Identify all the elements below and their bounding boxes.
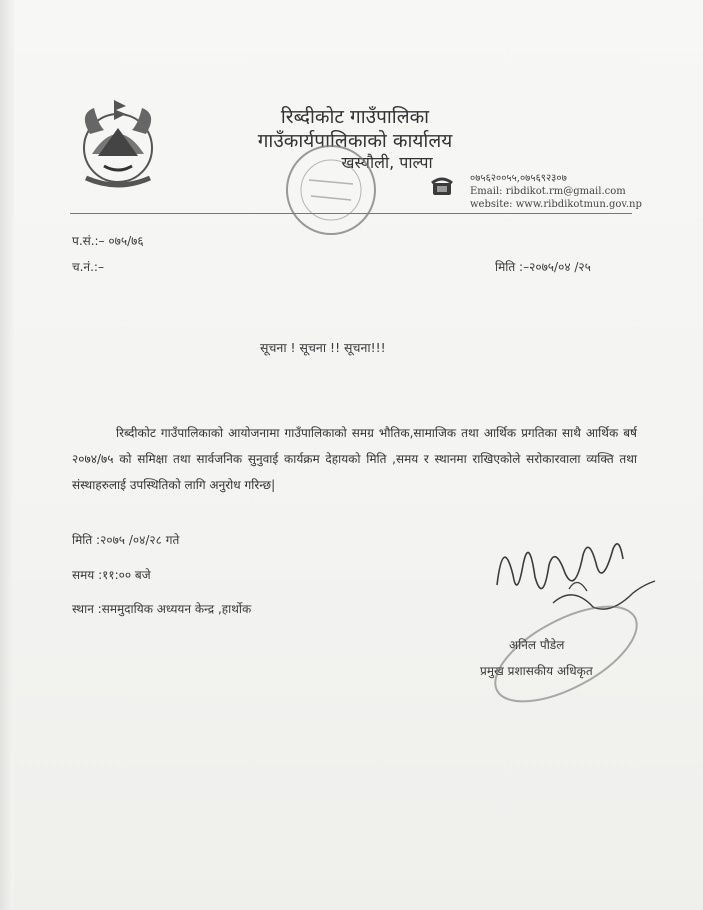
scan-edge [0, 0, 14, 910]
nepal-emblem-icon [68, 94, 168, 192]
notice-heading: सूचना ! सूचना !! सूचना!!! [260, 340, 386, 355]
signatory-title: प्रमुख प्रशासकीय अधिकृत [480, 664, 593, 678]
event-date: मिति :२०७५ /०४/२८ गते [72, 533, 180, 547]
header-divider [70, 213, 632, 214]
letter-reference-number: प.सं.:– ०७५/७६ [72, 234, 144, 248]
website-text: website: www.ribdikotmun.gov.np [470, 199, 642, 210]
office-round-stamp [279, 140, 383, 240]
contact-block [470, 172, 642, 211]
office-location: खस्यौली, पाल्पा [341, 153, 433, 172]
letter-date: मिति :–२०७५/०४ /२५ [495, 260, 591, 274]
notice-body: रिब्दीकोट गाउँपालिकाको आयोजनामा गाउँपालिकाको समग्र भौतिक,सामाजिक तथा आर्थिक प्रगतिका साथै आर्थिक बर्ष २०७४/७५ को समिक्षा तथा सार्वजनिक सुनुवाई कार्यक्रम देहायको मिति ,समय र स्थानमा राखिएकोले सरोकारवाला व्यक्ति तथा संस्थाहरुलाई उपस्थितिको लागि अनुरोध गरिन्छ| [72, 426, 637, 492]
office-title: रिब्दीकोट गाउँपालिका [280, 106, 430, 128]
signatory-name: अनिल पौडेल [509, 638, 565, 652]
telephone-icon [431, 175, 453, 197]
phone-numbers: ०७५६२००५५,०७५६९२३०७ [470, 173, 567, 184]
email-text: Email: ribdikot.rm@gmail.com [470, 186, 626, 197]
event-time: समय :११:०० बजे [72, 568, 151, 582]
event-venue: स्थान :सममुदायिक अध्ययन केन्द्र ,हार्थोक [72, 602, 252, 616]
office-subtitle: गाउँकार्यपालिकाको कार्यालय [257, 130, 453, 152]
dispatch-number: च.नं.:– [72, 260, 104, 274]
